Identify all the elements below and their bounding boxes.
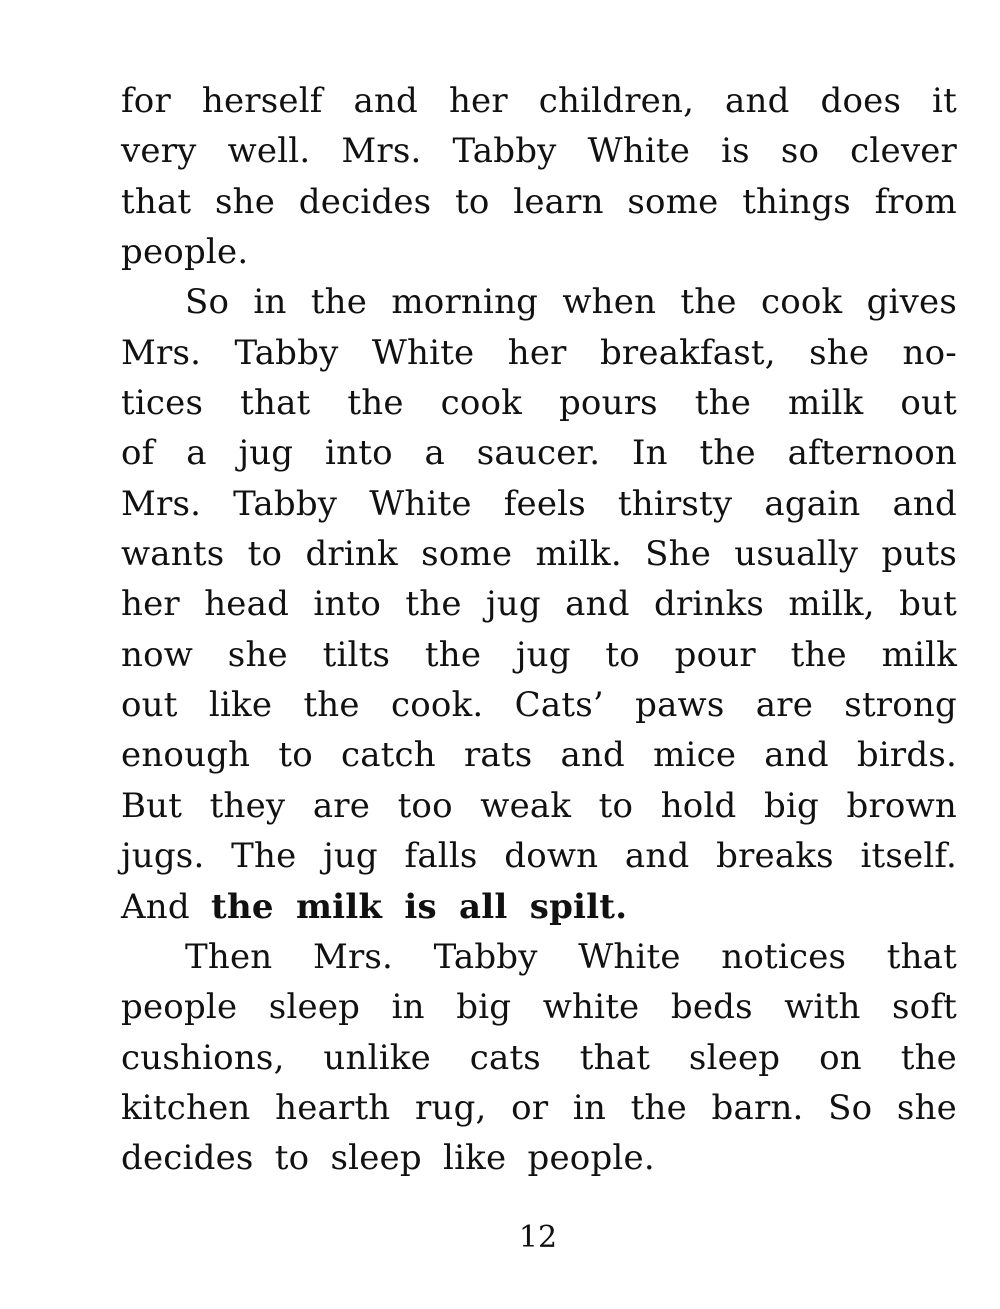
text-line: Mrs. Tabby White feels thirsty again and xyxy=(121,483,957,524)
text-line: now she tilts the jug to pour the milk xyxy=(121,634,957,675)
text-line: So in the morning when the cook gives xyxy=(185,282,957,323)
story-text xyxy=(121,76,957,1184)
text-line: people. xyxy=(121,232,249,273)
text-line: enough to catch rats and mice and birds. xyxy=(121,735,957,776)
text-line: But they are too weak to hold big brown xyxy=(121,785,957,826)
text-plain: And xyxy=(121,886,190,927)
text-line: tices that the cook pours the milk out xyxy=(121,383,957,424)
text-line: jugs. The jug falls down and breaks itself. xyxy=(121,836,957,877)
paragraph-3 xyxy=(121,932,957,1184)
text-line: Then Mrs. Tabby White notices that xyxy=(185,936,957,977)
text-line: very well. Mrs. Tabby White is so clever xyxy=(121,131,957,172)
text-line xyxy=(121,882,957,932)
text-line: cushions, unlike cats that sleep on the xyxy=(121,1037,957,1078)
text-line: that she decides to learn some things from xyxy=(121,181,957,222)
text-line: her head into the jug and drinks milk, but xyxy=(121,584,957,625)
text-line: people sleep in big white beds with soft xyxy=(121,987,957,1028)
paragraph-2 xyxy=(121,277,957,931)
page-number: 12 xyxy=(518,1220,558,1255)
text-line: wants to drink some milk. She usually puts xyxy=(121,534,957,575)
text-line: Mrs. Tabby White her breakfast, she no- xyxy=(121,332,957,373)
text-line: of a jug into a saucer. In the afternoon xyxy=(121,433,957,474)
text-line: for herself and her children, and does it xyxy=(121,81,957,121)
paragraph-1 xyxy=(121,76,957,277)
text-line: decides to sleep like people. xyxy=(121,1138,655,1179)
text-line: kitchen hearth rug, or in the barn. So she xyxy=(121,1087,957,1128)
emphasized-phrase: the milk is all spilt. xyxy=(211,886,628,927)
text-line: out like the cook. Cats’ paws are strong xyxy=(121,685,957,726)
